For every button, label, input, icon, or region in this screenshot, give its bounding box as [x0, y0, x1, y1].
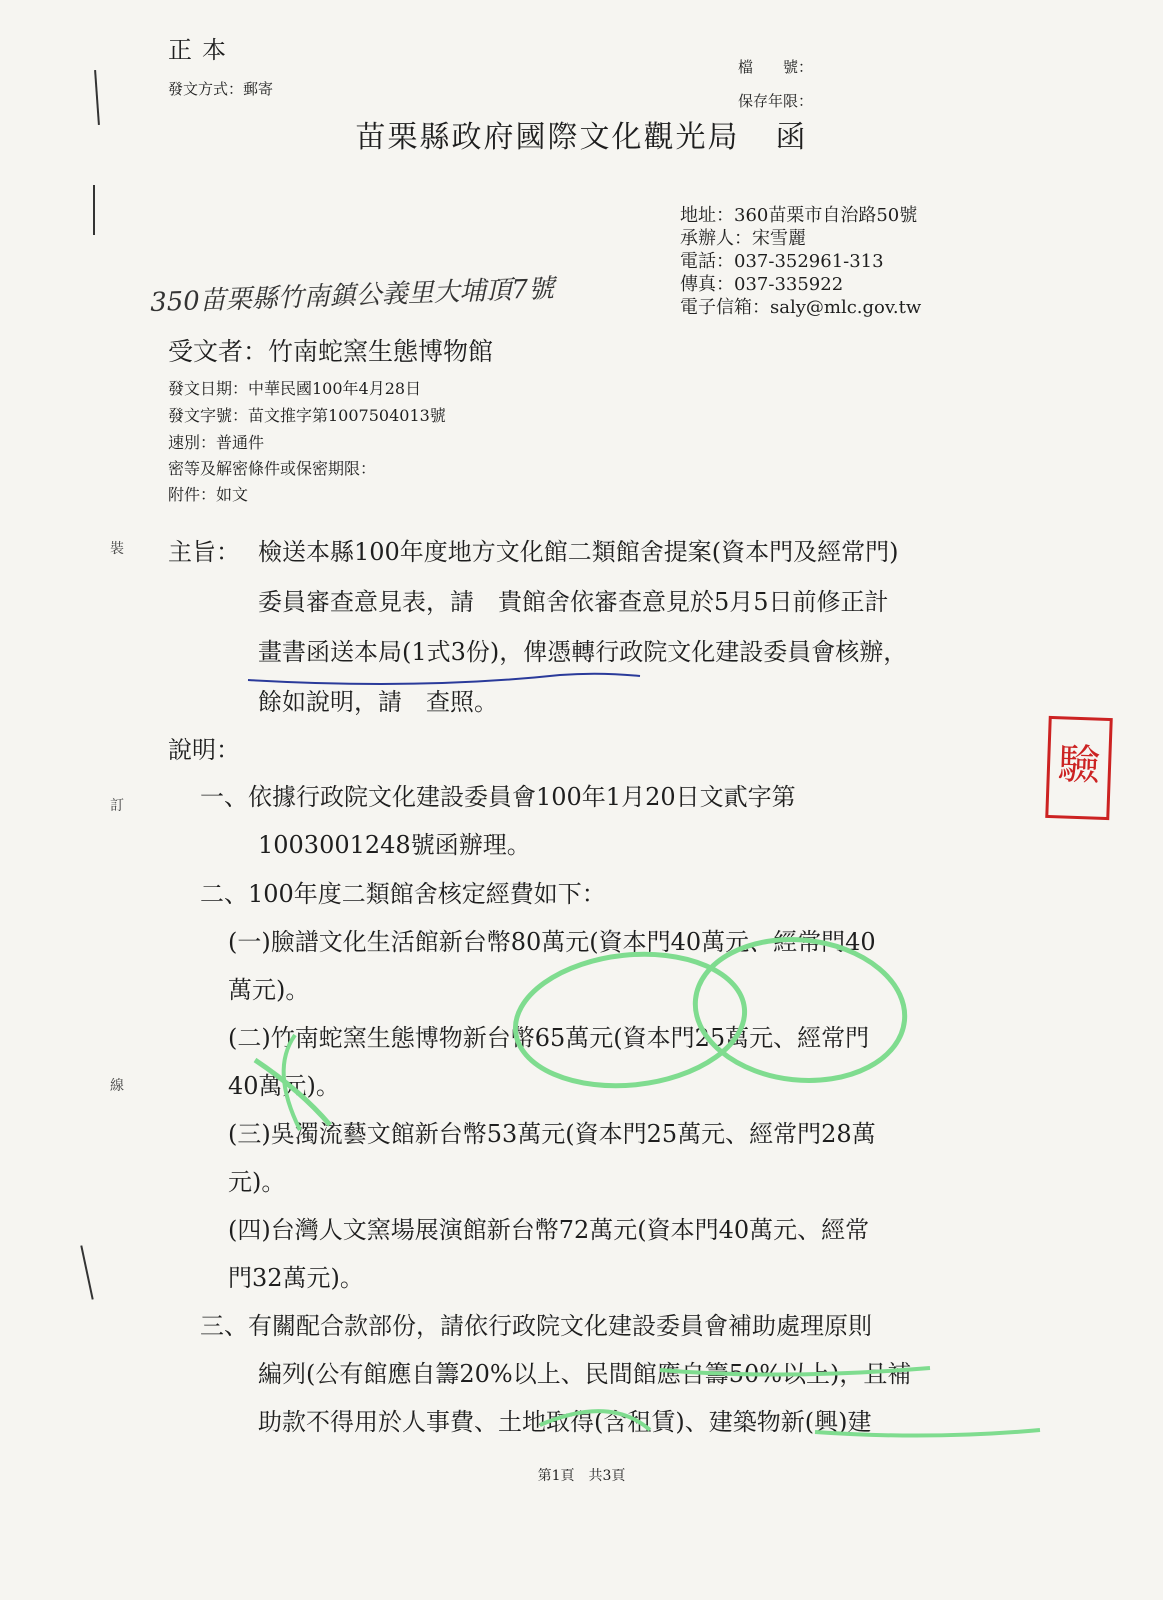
binding-mark-zhuang: 裝	[110, 541, 124, 557]
green-highlight-circle	[688, 929, 911, 1090]
copy-type: 正本	[168, 36, 236, 64]
explanation-item-1-cont: 1003001248號函辦理。	[258, 831, 531, 859]
budget-item-3-cont: 元)。	[228, 1168, 286, 1196]
explanation-label: 說明：	[168, 736, 240, 764]
explanation-item-3-cont-2: 助款不得用於人事費、土地取得(含租賃)、建築物新(興)建	[258, 1408, 872, 1436]
budget-item-4: (四)台灣人文窯場展演館新台幣72萬元(資本門40萬元、經常	[228, 1216, 870, 1244]
explanation-item-3: 三、有關配合款部份，請依行政院文化建設委員會補助處理原則	[200, 1312, 872, 1340]
budget-item-2: (二)竹南蛇窯生態博物新台幣65萬元(資本門25萬元、經常門	[228, 1024, 870, 1052]
green-highlight-underline	[815, 1430, 1040, 1436]
document-type: 函	[775, 120, 808, 155]
subject-line-2: 委員審查意見表，請 貴館舍依審查意見於5月5日前修正計	[258, 588, 889, 616]
archive-number-label: 檔 號：	[738, 58, 814, 76]
issuing-agency: 苗栗縣政府國際文化觀光局	[355, 120, 740, 155]
contact-fax: 傳真：037-335922	[680, 274, 844, 295]
explanation-item-3-cont-1: 編列(公有館應自籌20%以上、民間館應自籌50%以上)，且補	[258, 1360, 912, 1388]
budget-item-3: (三)吳濁流藝文館新台幣53萬元(資本門25萬元、經常門28萬	[228, 1120, 876, 1148]
secrecy-level: 密等及解密條件或保密期限：	[168, 459, 377, 478]
recipient: 受文者：竹南蛇窯生態博物館	[168, 337, 494, 366]
budget-item-4-cont: 門32萬元)。	[228, 1264, 364, 1292]
subject-line-3: 畫書函送本局(1式3份)，俾憑轉行政院文化建設委員會核辦，	[258, 638, 908, 666]
explanation-item-1: 一、依據行政院文化建設委員會100年1月20日文貳字第	[200, 783, 796, 811]
binding-mark-xian: 線	[110, 1078, 124, 1094]
retention-period-label: 保存年限：	[738, 92, 814, 110]
inspection-stamp: 驗	[1045, 716, 1113, 820]
green-highlight-underline	[660, 1368, 930, 1375]
attachment: 附件：如文	[168, 485, 249, 504]
contact-phone: 電話：037-352961-313	[680, 251, 884, 272]
send-method: 發文方式：郵寄	[168, 80, 274, 98]
subject-label: 主旨：	[168, 538, 240, 566]
blue-pen-underline	[248, 674, 640, 684]
green-highlight-stroke	[540, 1411, 650, 1430]
delivery-speed: 速別：普通件	[168, 433, 265, 452]
explanation-item-2: 二、100年度二類館舍核定經費如下：	[200, 880, 606, 908]
handwritten-address: 350苗栗縣竹南鎮公義里大埔頂7號	[149, 273, 555, 319]
page-footer: 第1頁 共3頁	[537, 1468, 626, 1484]
document-number: 發文字號：苗文推字第1007504013號	[168, 406, 446, 425]
subject-line-4: 餘如說明，請 查照。	[258, 688, 498, 716]
budget-item-2-cont: 40萬元)。	[228, 1072, 340, 1100]
green-highlight-stroke	[284, 1035, 300, 1130]
budget-item-1-cont: 萬元)。	[228, 976, 310, 1004]
budget-item-1: (一)臉譜文化生活館新台幣80萬元(資本門40萬元、經常門40	[228, 928, 876, 956]
contact-handler: 承辦人：宋雪麗	[680, 228, 806, 249]
subject-line-1: 檢送本縣100年度地方文化館二類館舍提案(資本門及經常門)	[258, 538, 899, 566]
binding-mark-ding: 訂	[110, 798, 124, 814]
issue-date: 發文日期：中華民國100年4月28日	[168, 379, 422, 398]
contact-address: 地址：360苗栗市自治路50號	[680, 205, 918, 226]
contact-email: 電子信箱：saly@mlc.gov.tw	[680, 297, 922, 318]
